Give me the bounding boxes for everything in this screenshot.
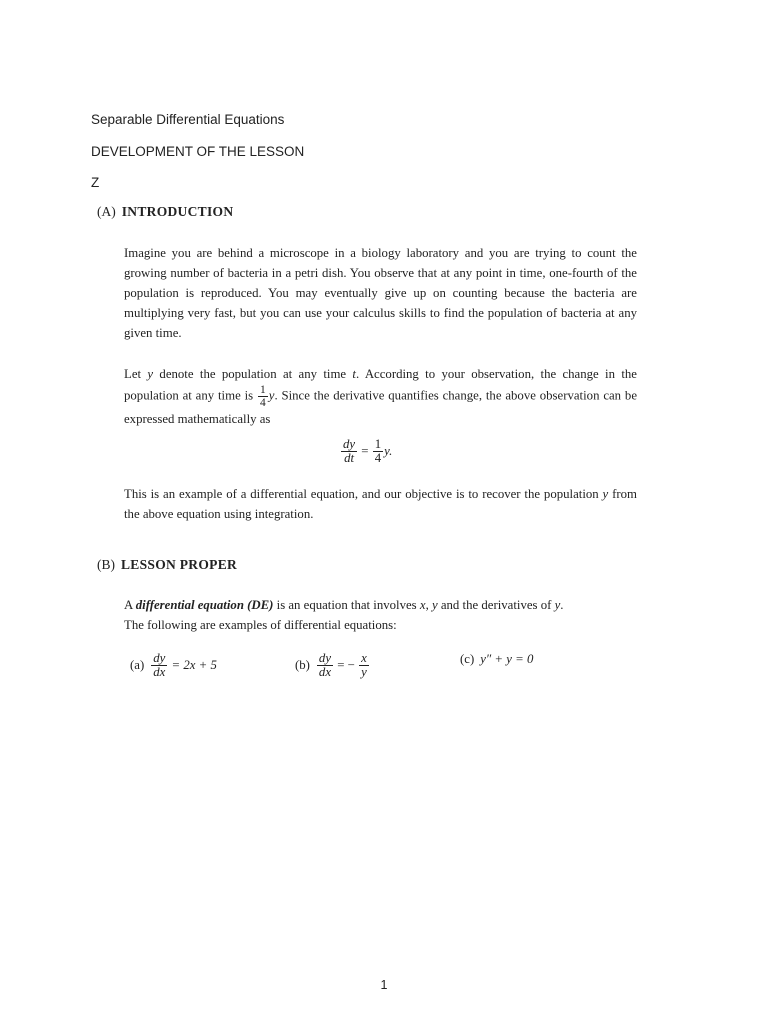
variable-y: y (554, 598, 561, 612)
example-c (460, 652, 533, 667)
example-a (130, 652, 217, 680)
text-run: and the derivatives of (437, 598, 555, 612)
text-run: , (425, 598, 432, 612)
fraction-numerator: 1 (260, 384, 266, 396)
text-run: . According to your observation, the change in the population at any time is (124, 367, 637, 403)
section-marker: Z (91, 175, 100, 190)
introduction-paragraph-2 (124, 364, 637, 429)
fraction-denominator: y (361, 665, 367, 680)
introduction-title: INTRODUCTION (121, 204, 234, 219)
page-number: 1 (380, 978, 388, 992)
text-run: The following are examples of differential equations: (124, 618, 397, 632)
defined-term: differential equation (DE) (135, 598, 274, 612)
fraction-denominator: 4 (260, 397, 266, 410)
lesson-proper-heading (97, 557, 237, 573)
lesson-paragraph-1 (124, 595, 637, 635)
text-run: denote the population at any time (153, 367, 353, 381)
variable-t: t (352, 367, 356, 381)
variable-y: y (602, 487, 609, 501)
rate-fraction (373, 438, 383, 466)
introduction-label: (A) (97, 204, 116, 219)
lesson-proper-title: LESSON PROPER (121, 557, 238, 572)
variable-y: y (268, 388, 275, 403)
variable-y: y. (384, 443, 393, 458)
introduction-paragraph-3 (124, 484, 637, 524)
examples-row (130, 652, 600, 692)
example-label: (a) (130, 657, 145, 672)
ratio-fraction (359, 652, 369, 680)
variable-y: y (431, 598, 438, 612)
text-run: from the above equation using integration. (124, 487, 637, 521)
example-b (295, 652, 370, 680)
fraction-numerator: 1 (374, 437, 382, 451)
example-expression: y″ + y = 0 (480, 652, 534, 666)
derivative-fraction (317, 652, 333, 680)
fraction-denominator: dx (153, 665, 166, 680)
text-run: This is an example of a differential equation, and our objective is to recover the population (124, 487, 603, 501)
fraction-denominator: dx (318, 665, 332, 680)
text-run: . Since the derivative quantifies change, the above observation can be expressed mathematically as (124, 388, 638, 427)
example-operator: = − (337, 657, 355, 672)
derivative-fraction (151, 652, 167, 680)
text-run: A (124, 598, 136, 612)
fraction-numerator: dy (318, 651, 332, 665)
variable-x: x (419, 598, 426, 612)
fraction-one-fourth (258, 384, 268, 409)
variable-y: y (147, 367, 154, 381)
document-title: Separable Differential Equations (91, 112, 285, 127)
fraction-denominator: dt (344, 451, 355, 466)
introduction-heading (97, 204, 233, 220)
fraction-denominator: 4 (374, 451, 382, 466)
text-run: . (560, 598, 564, 612)
text-run: Let (124, 367, 148, 381)
equals-sign: = (361, 443, 369, 458)
population-equation (340, 438, 392, 466)
derivative-fraction (341, 438, 357, 466)
fraction-numerator: x (361, 651, 367, 665)
introduction-paragraph-1: Imagine you are behind a microscope in a biology laboratory and you are trying to count the growing number of bacteria in a petri dish. You observe that at any point in time, one-fourth of the population is reproduced. You may eventually give up on counting because the bacteria are multiplying very fast, but you can use your calculus skills to find the population of bacteria at any given time. (124, 246, 637, 340)
lesson-proper-label: (B) (97, 557, 115, 572)
example-label: (c) (460, 652, 475, 666)
lesson-development-heading: DEVELOPMENT OF THE LESSON (91, 144, 305, 159)
fraction-numerator: dy (343, 437, 356, 451)
text-run: is an equation that involves (273, 598, 420, 612)
example-rhs: = 2x + 5 (171, 657, 217, 672)
fraction-numerator: dy (153, 651, 166, 665)
example-label: (b) (295, 657, 310, 672)
